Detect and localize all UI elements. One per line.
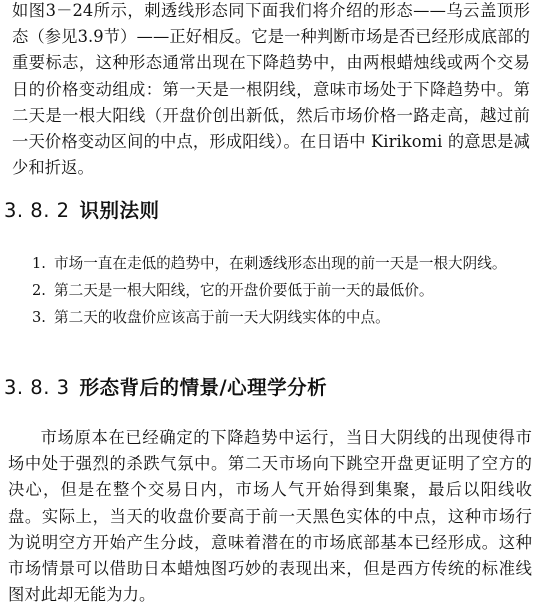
- section-title: 形态背后的情景/心理学分析: [79, 376, 328, 399]
- list-item-text: 第二天的收盘价应该高于前一天大阴线实体的中点。: [54, 309, 390, 326]
- section-number: 3. 8. 3: [4, 376, 70, 399]
- list-item-marker: 3.: [32, 309, 46, 326]
- section-title: 识别法则: [79, 199, 160, 222]
- list-item-marker: 1.: [32, 255, 46, 272]
- list-item: [32, 280, 530, 302]
- psychology-paragraph: 市场原本在已经确定的下降趋势中运行，当日大阴线的出现使得市场中处于强烈的杀跌气氛中。第二天市场向下跳空开盘更证明了空方的决心，但是在整个交易日内，市场人气开始得到集聚，最后以阳线收盘。实际上，当天的收盘价要高于前一天黑色实体的中点，这种市场行为说明空方开始产生分歧，意味着潜在的市场底部基本已经形成。这种市场情景可以借助日本蜡烛图巧妙的表现出来，但是西方传统的标准线图对此却无能为力。: [8, 428, 532, 605]
- identification-rules-list: [32, 253, 530, 334]
- list-item-text: 第二天是一根大阳线，它的开盘价要低于前一天的最低价。: [54, 282, 434, 299]
- section-number: 3. 8. 2: [4, 199, 70, 222]
- list-item: [32, 307, 530, 329]
- section-heading-psychology-analysis: [4, 376, 327, 400]
- list-item: [32, 253, 530, 275]
- section-heading-identification-rules: [4, 199, 160, 223]
- list-item-marker: 2.: [32, 282, 46, 299]
- list-item-text: 市场一直在走低的趋势中，在刺透线形态出现的前一天是一根大阴线。: [54, 255, 507, 272]
- intro-paragraph: 如图3－24所示，刺透线形态同下面我们将介绍的形态——乌云盖顶形态（参见3.9节）——正好相反。它是一种判断市场是否已经形成底部的重要标志，这种形态通常出现在下降趋势中，由两根蜡烛线或两个交易日的价格变动组成：第一天是一根阴线，意味市场处于下降趋势中。第二天是一根大阳线（开盘价创出新低，然后市场价格一路走高，越过前一天价格变动区间的中点，形成阳线）。在日语中 Kirikomi 的意思是减少和折返。: [12, 1, 530, 178]
